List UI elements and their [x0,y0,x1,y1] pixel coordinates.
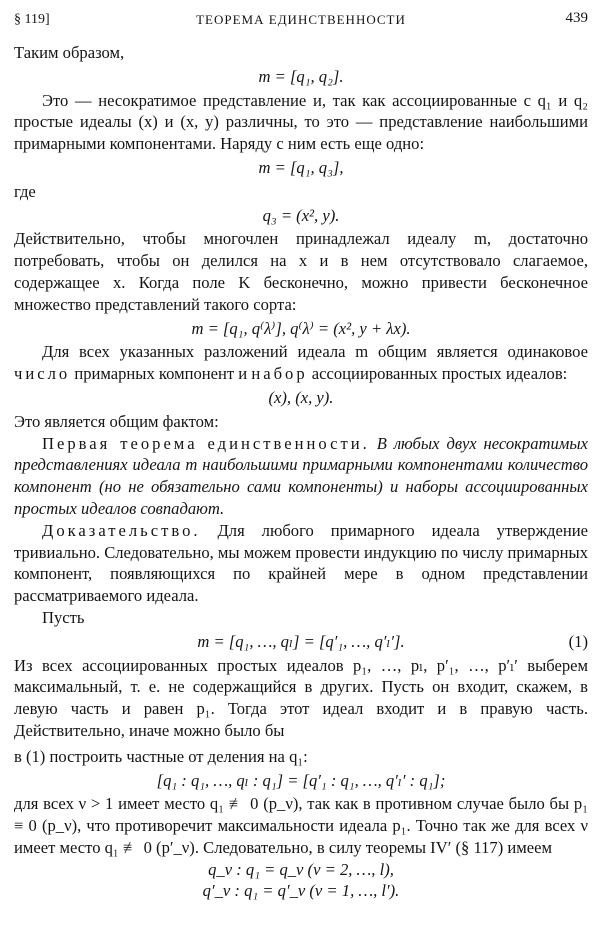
paragraph: Таким образом, [14,43,125,62]
paragraph: Это — несократимое представление и, так как ассоциированные с q₁ и q₂ простые идеалы (x) и (x, y) различны, то это — представление наибольшими примарными компонентами. Наряду с ним есть еще одно: [14,90,588,154]
text-run: примарных компонент и [70,364,252,384]
formula: m = [q₁, …, qₗ] = [q′₁, …, q′ₗ′]. [197,631,405,651]
section-ref: § 119] [14,12,50,27]
paragraph: Пусть [42,607,85,627]
formula: m = [q₁, q₃], [258,157,344,177]
paragraph [14,341,588,385]
text-run: Для всех указанных разложений идеала m общим является одинаковое [42,342,588,362]
proof-text: Для любого примарного идеала утверждение тривиально. Следовательно, мы можем провести индукцию по числу примарных компонент, появляющихся по крайней мере в одном представлении рассматриваемого идеала. [14,520,588,606]
running-header [14,10,588,32]
formula: m = [q₁, q₂]. [258,66,344,86]
running-title: ТЕОРЕМА ЕДИНСТВЕННОСТИ [196,12,406,27]
formula: q_ν : q₁ = q_ν (ν = 2, …, l), [208,859,394,879]
paragraph: Из всех ассоциированных простых идеалов p₁, …, pₗ, p′₁, …, p′ₗ′ выберем максимальный, т. е. не содержащийся в других. Пусть он входит, скажем, в левую часть и равен p₁. Тогда этот идеал входит и в правую часть. Действительно, иначе можно было бы [14,655,588,740]
equation-number: (1) [568,631,588,651]
spaced-emphasis: число [14,364,71,384]
theorem [14,433,588,520]
formula: m = [q₁, q⁽λ⁾], q⁽λ⁾ = (x², y + λx). [191,318,411,338]
text-run: ассоциированных простых идеалов: [307,364,568,384]
paragraph: в (1) построить частные от деления на q₁: [14,746,308,766]
formula: q′_ν : q₁ = q′_ν (ν = 1, …, l′). [202,881,400,901]
proof [14,520,588,607]
numbered-formula [14,631,588,653]
formula: [q₁ : q₁, …, qₗ : q₁] = [q′₁ : q₁, …, q′ₗ′ : q₁]; [156,770,446,790]
spaced-emphasis: набор [251,364,308,384]
book-page [14,10,588,902]
theorem-text: В любых двух несократимых представлениях идеала m наибольшими примарными компонентами количество компонент (но не обязательно сами компоненты) и наборы ассоциированных простых идеалов совпадают. [14,433,588,518]
theorem-title: Первая теорема единственности. [42,433,370,453]
formula: q₃ = (x², y). [262,205,340,225]
paragraph: Действительно, чтобы многочлен принадлежал идеалу m, достаточно потребовать, чтобы он делился на x и в нем отсутствовало слагаемое, содержащее x. Когда поле K бесконечно, можно привести бесконечное множество представлений такого сорта: [14,229,588,314]
paragraph: для всех ν > 1 имеет место q₁ ≢ 0 (p_ν), так как в противном случае было бы p₁ ≡ 0 (p_ν), что противоречит максимальности идеала p₁. Точно так же для всех ν имеет место q₁ ≢ 0 (p′_ν). Следовательно, в силу теоремы IV′ (§ 117) имеем [14,794,588,857]
proof-title: Доказательство. [42,520,201,540]
formula: (x), (x, y). [268,387,334,407]
paragraph: где [14,181,36,201]
paragraph: Это является общим фактом: [14,411,219,431]
page-number: 439 [565,10,588,26]
